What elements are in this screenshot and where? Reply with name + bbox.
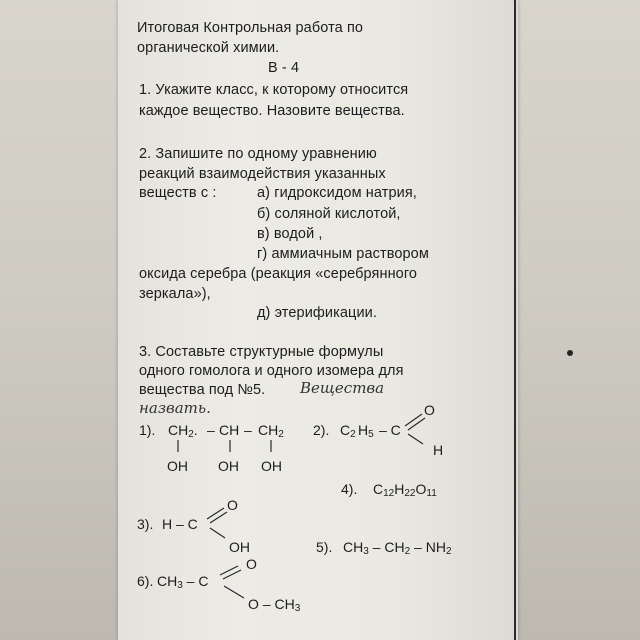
formula-1-ch2-b: $CH_2$: [258, 422, 284, 440]
formula-2-label: 2).: [313, 422, 330, 438]
formula-1-ch2-a: $CH_2$.: [168, 422, 198, 440]
q1-line-1: 1. Укажите класс, к которому относится: [139, 82, 409, 98]
q2-option-e: д) этерификации.: [257, 305, 377, 321]
q2-option-b: б) соляной кислотой,: [257, 206, 401, 222]
handwritten-note-2: назвать.: [139, 399, 211, 417]
q2-continuation-1: оксида серебра (реакция «серебрянного: [139, 266, 418, 282]
formula-5-body: $CH_3 - CH_2 - NH_2$: [343, 539, 452, 557]
q2-option-a: а) гидроксидом натрия,: [257, 185, 417, 201]
formula-2-h5: $H_5$: [358, 422, 374, 440]
q3-line-1: 3. Составьте структурные формулы: [139, 344, 384, 360]
formula-4-label: 4).: [341, 481, 358, 497]
formula-1-label: 1).: [139, 422, 156, 438]
formula-5-label: 5).: [316, 539, 333, 555]
q2-continuation-2: зеркала»),: [139, 286, 211, 302]
formula-2-hydrogen: H: [433, 442, 444, 458]
formula-1-dash-1: –: [207, 422, 215, 438]
formula-3-oxygen: O: [227, 497, 238, 513]
formula-3-hc: H – C: [162, 516, 198, 532]
formula-1-oh-3: OH: [261, 458, 282, 474]
q3-line-3: вещества под №5.: [139, 382, 266, 398]
q2-option-c: в) водой ,: [257, 226, 323, 242]
formula-1-oh-2: OH: [218, 458, 239, 474]
formula-6-och3: O – $CH_3$: [248, 596, 301, 614]
formula-6-oxygen: O: [246, 556, 257, 572]
title-line-2: органической химии.: [137, 40, 280, 56]
formula-6-label: 6).: [137, 573, 154, 589]
q2-intro: веществ с :: [139, 185, 217, 201]
formula-4-body: $C_{12}H_{22}O_{11}$: [373, 481, 437, 499]
q1-line-2: каждое вещество. Назовите вещества.: [139, 103, 405, 119]
formula-6-ch3c: $CH_3$ – C: [157, 573, 209, 591]
formula-3-label: 3).: [137, 516, 154, 532]
formula-2-c2: $C_2$: [340, 422, 356, 440]
q2-option-d: г) аммиачным раствором: [257, 246, 429, 262]
formula-3-oh: OH: [229, 539, 250, 555]
variant-label: В - 4: [268, 60, 300, 76]
formula-1-ch: CH: [219, 422, 240, 438]
title-line-1: Итоговая Контрольная работа по: [137, 20, 364, 36]
formula-1-dash-2: –: [244, 422, 252, 438]
q3-line-2: одного гомолога и одного изомера для: [139, 363, 404, 379]
handwritten-note-1: Вещества: [300, 379, 385, 397]
formula-1-oh-1: OH: [167, 458, 188, 474]
q2-line-1: 2. Запишите по одному уравнению: [139, 146, 377, 162]
q2-line-2: реакций взаимодействия указанных: [139, 166, 386, 182]
formula-2-rest: – C: [379, 422, 401, 438]
formula-2-oxygen: O: [424, 402, 435, 418]
